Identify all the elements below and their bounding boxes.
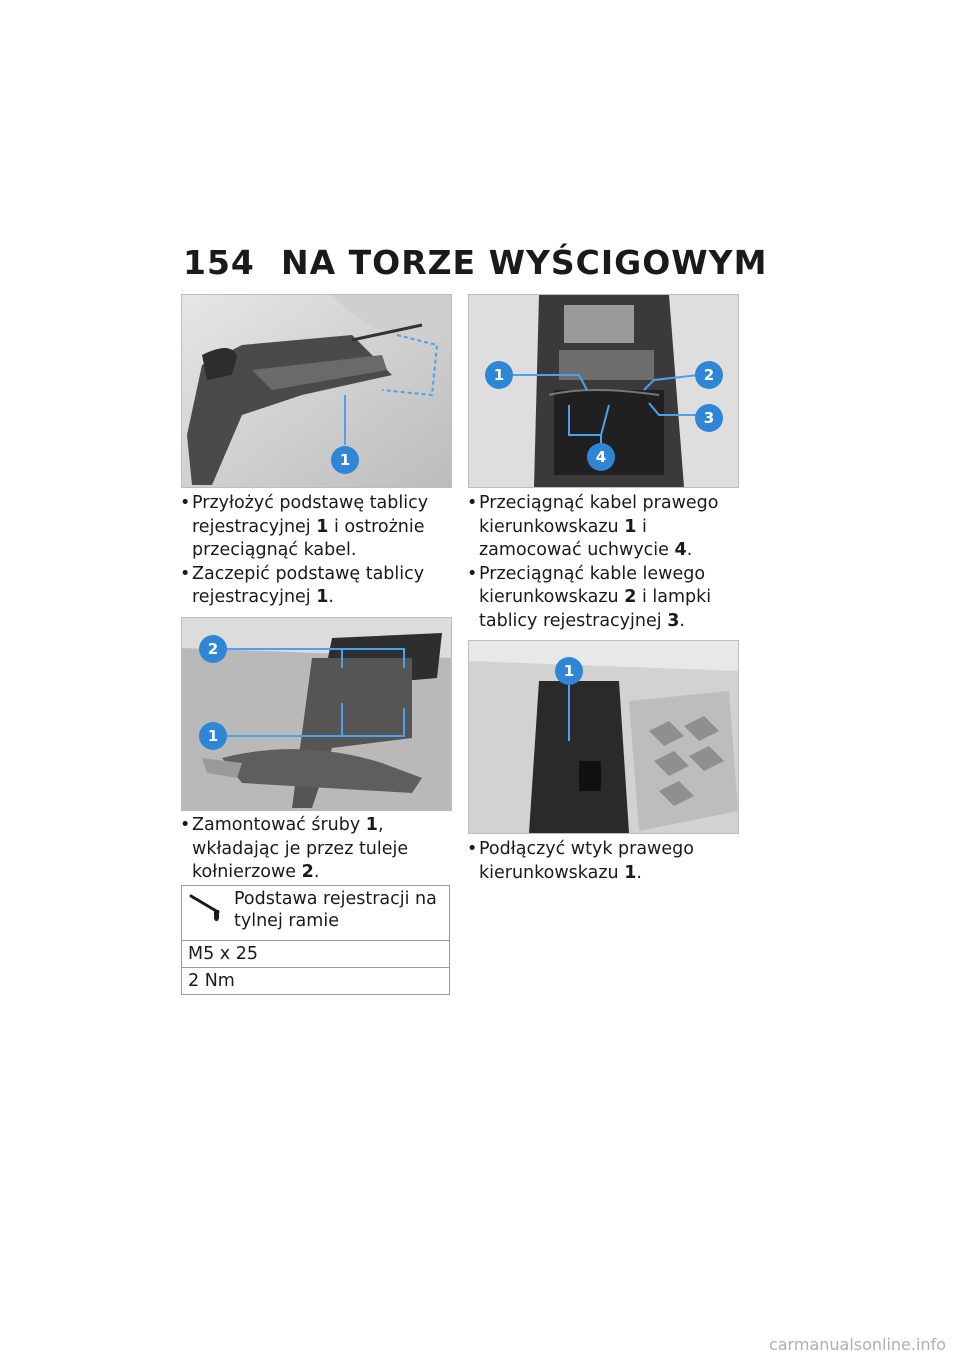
callout-3 <box>695 404 723 432</box>
callout-1 <box>199 722 227 750</box>
callout-1 <box>485 361 513 389</box>
callout-2 <box>695 361 723 389</box>
figure-screws <box>181 617 452 811</box>
page-number: 154 <box>183 243 255 282</box>
torque-value: 2 Nm <box>182 968 450 995</box>
callout-4 <box>587 443 615 471</box>
callout-1 <box>331 446 359 474</box>
torque-spec-table <box>181 885 450 995</box>
figure-plate-base <box>181 294 452 488</box>
table-row <box>182 941 450 968</box>
spec-label: Podstawa rejestracji na tylnej ramie <box>234 889 437 931</box>
svg-text:3: 3 <box>703 409 715 427</box>
list-item: • Zaczepić podstawę tablicy rejestracyjnej 1. <box>181 563 451 610</box>
svg-text:1: 1 <box>493 366 505 384</box>
page-title: NA TORZE WYŚCIGOWYM <box>281 243 768 282</box>
svg-text:1: 1 <box>563 662 575 680</box>
instructions-left-1 <box>181 492 451 610</box>
table-row <box>182 968 450 995</box>
svg-text:1: 1 <box>207 727 219 745</box>
callout-2 <box>199 635 227 663</box>
footer-watermark: carmanualsonline.info <box>768 1335 946 1354</box>
list-item: • Podłączyć wtyk prawego kierunkowskazu 1. <box>468 838 740 885</box>
list-item: • Zamontować śruby 1, wkładając je przez tuleje kołnierzowe 2. <box>181 814 451 885</box>
figure-wiring-underseat <box>468 294 739 488</box>
svg-text:1: 1 <box>339 451 351 469</box>
list-item: • Przyłożyć podstawę tablicy rejestracyjnej 1 i ostrożnie przeciągnąć kabel. <box>181 492 451 563</box>
instructions-left-2 <box>181 814 451 885</box>
callout-1 <box>555 657 583 685</box>
svg-text:4: 4 <box>595 448 607 466</box>
table-row <box>182 886 450 941</box>
svg-text:2: 2 <box>207 640 219 658</box>
instructions-right-1 <box>468 492 740 633</box>
torque-wrench-icon <box>188 888 234 932</box>
list-item: • Przeciągnąć kabel prawego kierunkowskazu 1 i zamocować uchwycie 4. <box>468 492 740 563</box>
figure-indicator-plug <box>468 640 739 834</box>
svg-text:2: 2 <box>703 366 715 384</box>
instructions-right-2 <box>468 838 740 885</box>
bolt-size: M5 x 25 <box>182 941 450 968</box>
list-item: • Przeciągnąć kable lewego kierunkowskazu 2 i lampki tablicy rejestracyjnej 3. <box>468 563 740 634</box>
page-header <box>183 243 767 282</box>
